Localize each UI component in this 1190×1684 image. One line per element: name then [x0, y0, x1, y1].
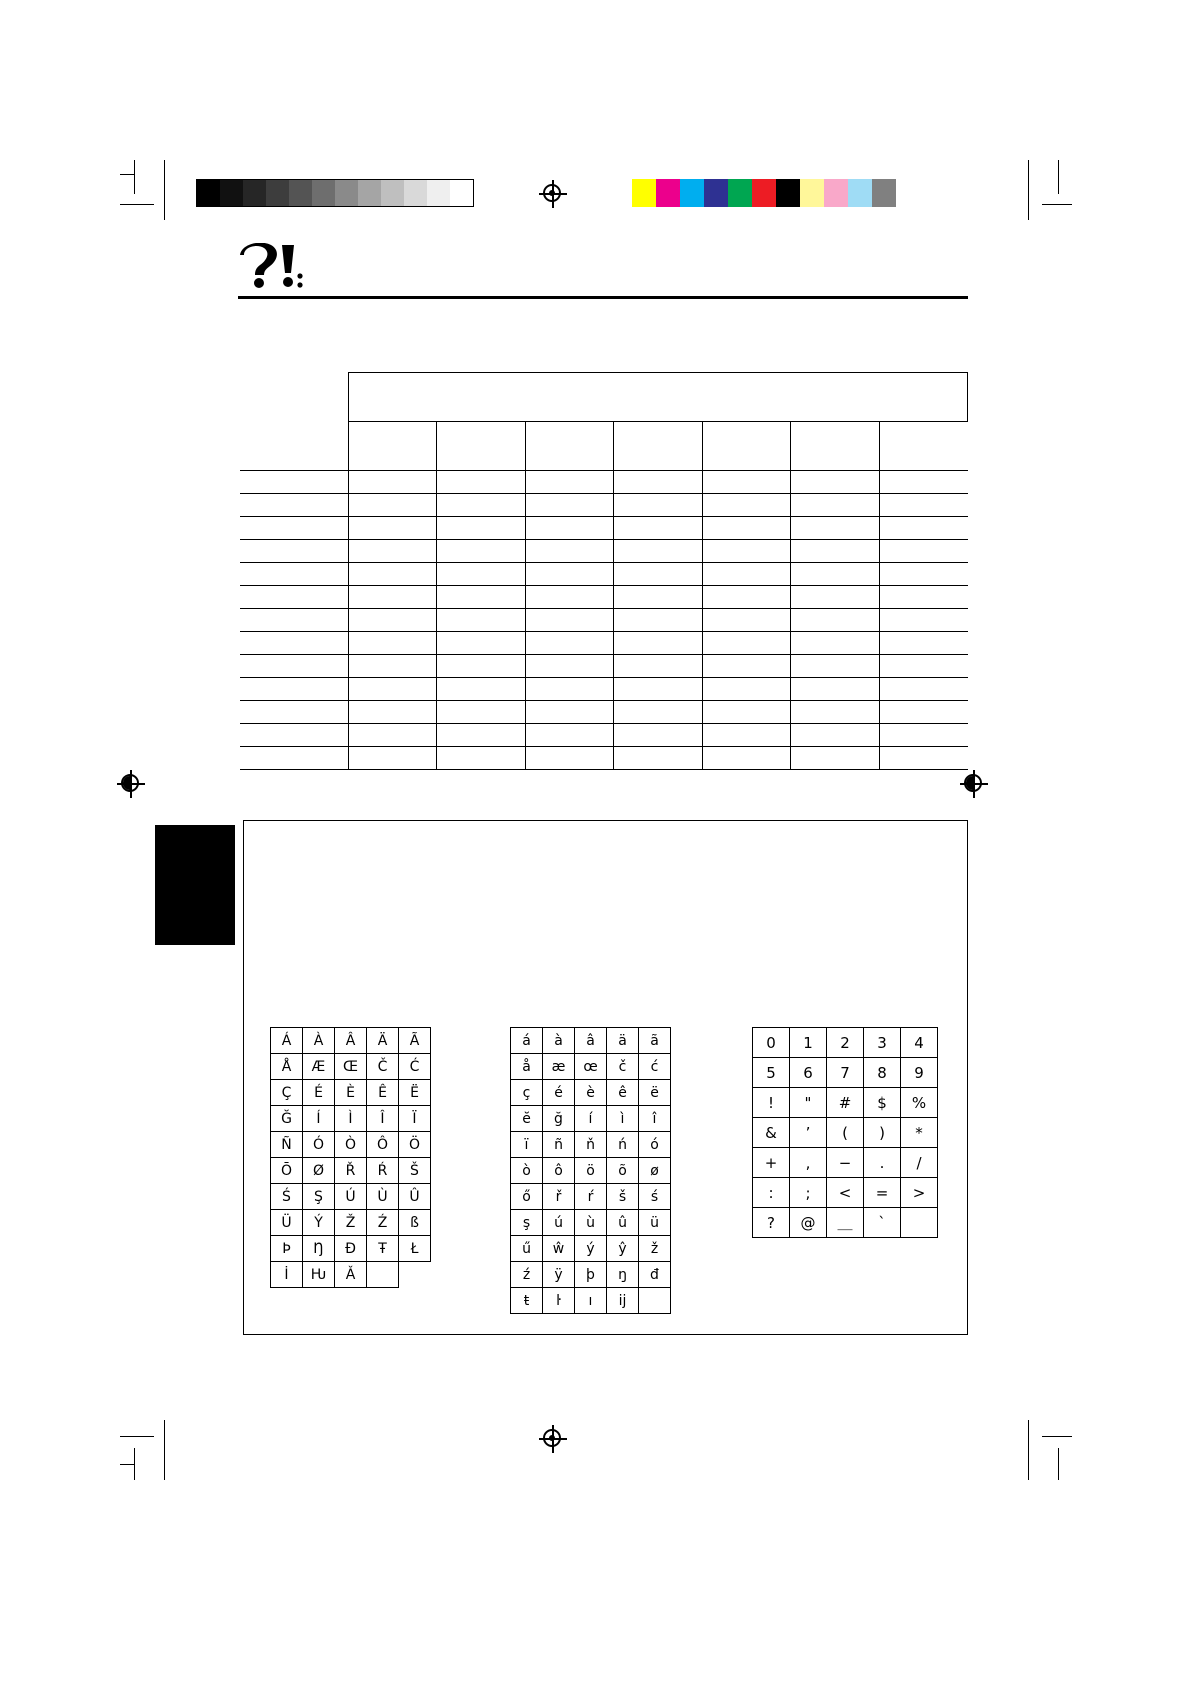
registration-mark-bottom [539, 1425, 567, 1453]
charset-row [271, 1262, 431, 1288]
charset-cell[interactable]: ÿ [543, 1262, 575, 1288]
charset-cell[interactable]: ö [575, 1158, 607, 1184]
charset-cell[interactable]: ĕ [511, 1106, 543, 1132]
charset-cell[interactable]: , [790, 1148, 827, 1178]
charset-cell[interactable]: " [790, 1088, 827, 1118]
color-calibration-strip [632, 179, 896, 207]
charset-cell[interactable]: ň [575, 1132, 607, 1158]
charset-cell[interactable]: ë [639, 1080, 671, 1106]
charset-cell[interactable]: 4 [901, 1028, 938, 1058]
charset-cell[interactable]: 2 [827, 1028, 864, 1058]
charset-cell[interactable]: * [901, 1118, 938, 1148]
charset-cell[interactable]: ì [607, 1106, 639, 1132]
table-row [240, 540, 968, 563]
charset-cell[interactable]: ć [639, 1054, 671, 1080]
charset-cell[interactable]: Ì [335, 1106, 367, 1132]
crop-mark-bottom-left [120, 1420, 180, 1480]
charset-cell[interactable]: þ [575, 1262, 607, 1288]
charset-cell[interactable]: & [753, 1118, 790, 1148]
charset-cell[interactable]: ŀ [543, 1288, 575, 1314]
charset-cell[interactable]: ž [639, 1236, 671, 1262]
charset-cell[interactable]: Í [303, 1106, 335, 1132]
charset-row [511, 1288, 671, 1314]
charset-cell[interactable]: û [607, 1210, 639, 1236]
charset-cell[interactable]: ý [575, 1236, 607, 1262]
charset-cell[interactable]: ŧ [511, 1288, 543, 1314]
charset-cell[interactable]: ê [607, 1080, 639, 1106]
table-subheader-cell [349, 422, 437, 471]
uppercase-character-grid [270, 1027, 431, 1288]
symbol-character-grid [752, 1027, 938, 1238]
grayscale-calibration-strip [196, 179, 474, 207]
charset-cell-empty [901, 1208, 938, 1238]
charset-row [271, 1184, 431, 1210]
charset-row [511, 1210, 671, 1236]
charset-row [511, 1028, 671, 1054]
charset-cell[interactable]: % [901, 1088, 938, 1118]
charset-cell[interactable]: Ù [367, 1184, 399, 1210]
charset-cell[interactable]: ı [575, 1288, 607, 1314]
charset-row [511, 1080, 671, 1106]
charset-cell[interactable]: Đ [335, 1236, 367, 1262]
charset-cell[interactable]: ú [543, 1210, 575, 1236]
charset-cell[interactable]: š [607, 1184, 639, 1210]
charset-cell[interactable]: á [511, 1028, 543, 1054]
charset-cell[interactable]: Ƕ [303, 1262, 335, 1288]
charset-cell[interactable]: Ã [399, 1028, 431, 1054]
charset-cell[interactable]: # [827, 1088, 864, 1118]
charset-cell[interactable]: ź [511, 1262, 543, 1288]
charset-row [271, 1106, 431, 1132]
charset-cell[interactable]: 6 [790, 1058, 827, 1088]
charset-row [271, 1054, 431, 1080]
charset-row [753, 1148, 938, 1178]
charset-cell-empty [367, 1262, 399, 1288]
table-row [240, 586, 968, 609]
table-header-group [349, 373, 968, 422]
table-subheader-corner [240, 422, 349, 471]
charset-cell[interactable]: ã [639, 1028, 671, 1054]
charset-row [753, 1208, 938, 1238]
charset-cell[interactable]: / [901, 1148, 938, 1178]
charset-cell[interactable]: ğ [543, 1106, 575, 1132]
charset-cell[interactable]: Ŕ [367, 1158, 399, 1184]
table-row [240, 517, 968, 540]
charset-cell[interactable]: = [864, 1178, 901, 1208]
crop-mark-bottom-right [1012, 1420, 1072, 1480]
charset-cell[interactable]: ! [753, 1088, 790, 1118]
charset-cell[interactable]: Þ [271, 1236, 303, 1262]
table-subheader-cell [525, 422, 613, 471]
charset-cell[interactable]: ř [543, 1184, 575, 1210]
lowercase-character-grid [510, 1027, 671, 1314]
charset-cell[interactable]: Ř [335, 1158, 367, 1184]
charset-cell[interactable]: ; [790, 1178, 827, 1208]
charset-cell[interactable]: Ï [399, 1106, 431, 1132]
charset-cell[interactable]: Ä [367, 1028, 399, 1054]
charset-cell[interactable]: ń [607, 1132, 639, 1158]
charset-cell[interactable]: Š [399, 1158, 431, 1184]
table-row [240, 494, 968, 517]
charset-cell[interactable]: Å [271, 1054, 303, 1080]
charset-cell[interactable]: œ [575, 1054, 607, 1080]
charset-row [511, 1158, 671, 1184]
charset-cell[interactable]: í [575, 1106, 607, 1132]
crop-mark-top-right [1012, 160, 1072, 220]
charset-cell[interactable]: Ú [335, 1184, 367, 1210]
charset-cell[interactable]: 7 [827, 1058, 864, 1088]
charset-row [271, 1028, 431, 1054]
charset-cell[interactable]: Ł [399, 1236, 431, 1262]
charset-cell[interactable]: Ş [303, 1184, 335, 1210]
charset-cell[interactable]: ŕ [575, 1184, 607, 1210]
crop-mark-top-left [120, 160, 180, 220]
table-subheader-cell [437, 422, 525, 471]
charset-cell-empty [399, 1262, 431, 1288]
charset-cell[interactable]: â [575, 1028, 607, 1054]
charset-cell[interactable]: ( [827, 1118, 864, 1148]
charset-cell[interactable]: 1 [790, 1028, 827, 1058]
table-row [240, 471, 968, 494]
charset-cell[interactable]: ’ [790, 1118, 827, 1148]
table-subheader-cell [791, 422, 879, 471]
charset-cell[interactable]: − [827, 1148, 864, 1178]
charset-cell[interactable]: ŋ [607, 1262, 639, 1288]
table-row [240, 655, 968, 678]
table-row [240, 747, 968, 770]
charset-row [753, 1178, 938, 1208]
charset-cell[interactable]: ś [639, 1184, 671, 1210]
registration-mark-top [539, 180, 567, 208]
charset-cell[interactable]: đ [639, 1262, 671, 1288]
charset-cell[interactable]: 0 [753, 1028, 790, 1058]
charset-cell[interactable]: è [575, 1080, 607, 1106]
charset-row [271, 1210, 431, 1236]
charset-cell[interactable]: Ó [303, 1132, 335, 1158]
charset-cell[interactable]: Ç [271, 1080, 303, 1106]
charset-cell[interactable]: İ [271, 1262, 303, 1288]
table-header-corner [240, 373, 349, 422]
charset-cell-empty [639, 1288, 671, 1314]
charset-cell[interactable]: ù [575, 1210, 607, 1236]
charset-cell[interactable]: ＿ [827, 1208, 864, 1238]
charset-cell[interactable]: ß [399, 1210, 431, 1236]
charset-cell[interactable]: ŵ [543, 1236, 575, 1262]
charset-row [271, 1080, 431, 1106]
charset-cell[interactable]: ` [864, 1208, 901, 1238]
charset-row [511, 1184, 671, 1210]
charset-cell[interactable]: < [827, 1178, 864, 1208]
charset-cell[interactable]: Ë [399, 1080, 431, 1106]
charset-cell[interactable]: î [639, 1106, 671, 1132]
charset-cell[interactable]: Ž [335, 1210, 367, 1236]
charset-cell[interactable]: ó [639, 1132, 671, 1158]
charset-cell[interactable]: ò [511, 1158, 543, 1184]
specification-table [240, 372, 968, 770]
table-subheader-cell [879, 422, 967, 471]
charset-cell[interactable]: ü [639, 1210, 671, 1236]
registration-mark-left [117, 770, 145, 798]
charset-cell[interactable]: ç [511, 1080, 543, 1106]
charset-row [271, 1236, 431, 1262]
charset-cell[interactable]: Ü [271, 1210, 303, 1236]
registration-mark-right [960, 770, 988, 798]
charset-cell[interactable]: Ŧ [367, 1236, 399, 1262]
charset-row [511, 1106, 671, 1132]
charset-cell[interactable]: à [543, 1028, 575, 1054]
charset-cell[interactable]: ñ [543, 1132, 575, 1158]
charset-cell[interactable]: ô [543, 1158, 575, 1184]
charset-cell[interactable]: Ŋ [303, 1236, 335, 1262]
charset-cell[interactable]: Â [335, 1028, 367, 1054]
charset-cell[interactable]: Á [271, 1028, 303, 1054]
charset-cell[interactable]: : [753, 1178, 790, 1208]
charset-cell[interactable]: æ [543, 1054, 575, 1080]
charset-cell[interactable]: Ñ [271, 1132, 303, 1158]
charset-row [753, 1028, 938, 1058]
header-divider [238, 296, 968, 299]
charset-cell[interactable]: Ø [303, 1158, 335, 1184]
charset-cell[interactable]: É [303, 1080, 335, 1106]
charset-cell[interactable]: Ś [271, 1184, 303, 1210]
charset-cell[interactable]: Č [367, 1054, 399, 1080]
charset-cell[interactable]: ij [607, 1288, 639, 1314]
table-row [240, 724, 968, 747]
charset-row [753, 1088, 938, 1118]
charset-row [511, 1132, 671, 1158]
charset-row [511, 1262, 671, 1288]
charset-cell[interactable]: č [607, 1054, 639, 1080]
charset-cell[interactable]: Ò [335, 1132, 367, 1158]
charset-cell[interactable]: 5 [753, 1058, 790, 1088]
charset-cell[interactable]: 8 [864, 1058, 901, 1088]
charset-cell[interactable]: Î [367, 1106, 399, 1132]
table-row [240, 701, 968, 724]
table-row [240, 609, 968, 632]
charset-cell[interactable]: Ź [367, 1210, 399, 1236]
table-row [240, 632, 968, 655]
charset-cell[interactable]: ) [864, 1118, 901, 1148]
charset-cell[interactable]: å [511, 1054, 543, 1080]
charset-cell[interactable]: Ý [303, 1210, 335, 1236]
page-thumb-tab [155, 825, 235, 945]
charset-row [753, 1118, 938, 1148]
charset-cell[interactable]: Ō [271, 1158, 303, 1184]
charset-cell[interactable]: ä [607, 1028, 639, 1054]
charset-cell[interactable]: é [543, 1080, 575, 1106]
charset-cell[interactable]: Ô [367, 1132, 399, 1158]
question-exclamation-icon [238, 243, 318, 291]
charset-cell[interactable]: Æ [303, 1054, 335, 1080]
charset-cell[interactable]: ø [639, 1158, 671, 1184]
charset-cell[interactable]: 3 [864, 1028, 901, 1058]
charset-cell[interactable]: Ê [367, 1080, 399, 1106]
charset-cell[interactable]: ş [511, 1210, 543, 1236]
charset-cell[interactable]: @ [790, 1208, 827, 1238]
charset-row [271, 1132, 431, 1158]
charset-cell[interactable]: Œ [335, 1054, 367, 1080]
charset-cell[interactable]: Ǎ [335, 1262, 367, 1288]
table-subheader-cell [702, 422, 790, 471]
charset-cell[interactable]: ? [753, 1208, 790, 1238]
table-subheader-cell [614, 422, 702, 471]
table-header-row [240, 373, 968, 422]
charset-cell[interactable]: À [303, 1028, 335, 1054]
charset-cell[interactable]: > [901, 1178, 938, 1208]
charset-cell[interactable]: ő [511, 1184, 543, 1210]
charset-cell[interactable]: Ć [399, 1054, 431, 1080]
charset-cell[interactable]: 9 [901, 1058, 938, 1088]
charset-cell[interactable]: ű [511, 1236, 543, 1262]
charset-row [753, 1058, 938, 1088]
table-row [240, 678, 968, 701]
charset-cell[interactable]: Û [399, 1184, 431, 1210]
charset-row [511, 1054, 671, 1080]
table-row [240, 563, 968, 586]
charset-cell[interactable]: . [864, 1148, 901, 1178]
charset-cell[interactable]: ŷ [607, 1236, 639, 1262]
charset-cell[interactable]: $ [864, 1088, 901, 1118]
table-subheader-row [240, 422, 968, 471]
charset-cell[interactable]: + [753, 1148, 790, 1178]
charset-cell[interactable]: õ [607, 1158, 639, 1184]
charset-cell[interactable]: ï [511, 1132, 543, 1158]
charset-cell[interactable]: Ğ [271, 1106, 303, 1132]
charset-row [511, 1236, 671, 1262]
charset-cell[interactable]: È [335, 1080, 367, 1106]
charset-cell[interactable]: Ö [399, 1132, 431, 1158]
charset-row [271, 1158, 431, 1184]
